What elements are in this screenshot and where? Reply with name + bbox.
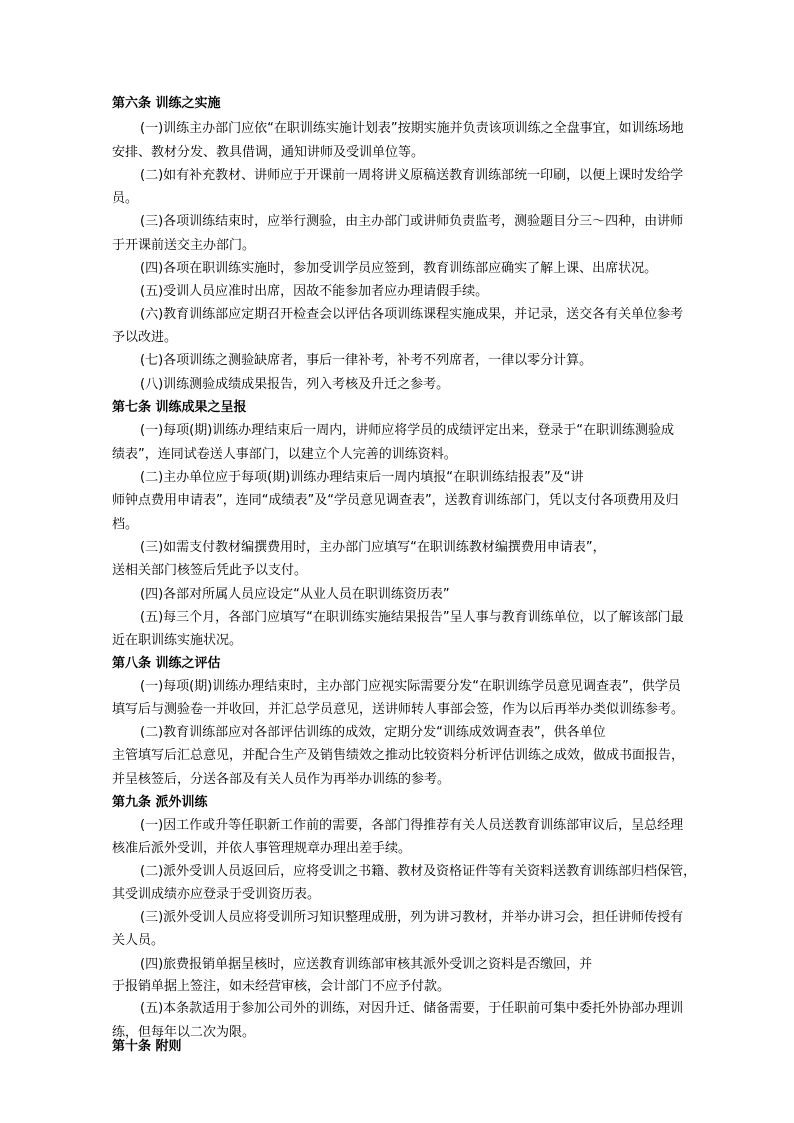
paragraph-line: 其受训成绩亦应登录于受训资历表。 (112, 887, 321, 902)
paragraph-line: 填写后与测验卷一并收回，并汇总学员意见，送讲师转人事部会签，作为以后再举办类似训练参考。 (112, 702, 685, 717)
paragraph-line: 近在职训练实施状况。 (112, 633, 243, 648)
paragraph-line: (二)教育训练部应对各部评估训练的成效，定期分发“训练成效调查表”，供各单位 (140, 725, 606, 740)
section-heading: 第九条 派外训练 (112, 795, 208, 810)
paragraph-line: (七)各项训练之测验缺席者，事后一律补考，补考不列席者，一律以零分计算。 (140, 353, 593, 368)
section-heading: 第六条 训练之实施 (112, 96, 221, 111)
paragraph-line: (八)训练测验成绩成果报告，列入考核及升迁之参考。 (140, 377, 450, 392)
paragraph-line: (四)旅费报销单据呈核时，应送教育训练部审核其派外受训之资料是否缴回，并 (140, 957, 593, 972)
paragraph-line: 主管填写后汇总意见，并配合生产及销售绩效之推动比较资料分析评估训练之成效，做成书面报告， (112, 748, 685, 763)
paragraph-line: (四)各项在职训练实施时，参加受训学员应签到，教育训练部应确实了解上课、出席状况。 (140, 261, 658, 276)
paragraph-line: (四)各部对所属人员应设定“从业人员在职训练资历表” (140, 587, 450, 602)
paragraph-line: (三)如需支付教材编撰费用时，主办部门应填写“在职训练教材编撰费用申请表”， (140, 540, 606, 555)
section-heading: 第十条 附则 (112, 1039, 182, 1054)
paragraph-line: (五)每三个月，各部门应填写“在职训练实施结果报告”呈人事与教育训练单位，以了解该部门最 (140, 610, 684, 625)
paragraph-line: (三)各项训练结束时，应举行测验，由主办部门或讲师负责监考，测验题目分三～四种，由讲师 (140, 214, 684, 229)
paragraph-line: 予以改进。 (112, 330, 178, 345)
paragraph-line: 送相关部门核签后凭此予以支付。 (112, 563, 308, 578)
section-heading: 第八条 训练之评估 (112, 656, 221, 671)
paragraph-line: 关人员。 (112, 933, 165, 948)
paragraph-line: (五)本条款适用于参加公司外的训练，对因升迁、储备需要，于任职前可集中委托外协部办理训 (140, 1001, 684, 1016)
paragraph-line: 于报销单据上签注，如未经营审核，会计部门不应予付款。 (112, 979, 451, 994)
paragraph-line: 员。 (112, 191, 139, 206)
paragraph-line: 于开课前送交主办部门。 (112, 238, 256, 253)
paragraph-line: 绩表”，连同试卷送人事部门，以建立个人完善的训练资料。 (112, 447, 457, 462)
paragraph-line: (五)受训人员应准时出席，因故不能参加者应办理请假手续。 (140, 284, 489, 299)
paragraph-line: (一)每项(期)训练办理结束时，主办部门应视实际需要分发“在职训练学员意见调查表”，供学员 (140, 679, 681, 694)
paragraph-line: (二)派外受训人员返回后，应将受训之书籍、教材及资格证件等有关资料送教育训练部归档保管， (140, 864, 697, 879)
paragraph-line: 并呈核签后，分送各部及有关人员作为再举办训练的参考。 (112, 772, 451, 787)
paragraph-line: 安排、教材分发、教具借调，通知讲师及受训单位等。 (112, 145, 425, 160)
section-heading: 第七条 训练成果之呈报 (112, 400, 247, 415)
paragraph-line: 核准后派外受训，并依人事管理规章办理出差手续。 (112, 841, 412, 856)
paragraph-line: (一)因工作或升等任职新工作前的需要，各部门得推荐有关人员送教育训练部审议后，呈总经理 (140, 818, 684, 833)
paragraph-line: 练，但每年以二次为限。 (112, 1025, 256, 1040)
paragraph-line: (一)每项(期)训练办理结束后一周内，讲师应将学员的成绩评定出来，登录于“在职训练测验成 (140, 423, 675, 438)
paragraph-line: (二)如有补充教材、讲师应于开课前一周将讲义原稿送教育训练部统一印刷，以便上课时发给学 (140, 168, 684, 183)
paragraph-line: (一)训练主办部门应依“在职训练实施计划表”按期实施并负责该项训练之全盘事宜，如训练场地 (140, 121, 684, 136)
paragraph-line: (六)教育训练部应定期召开检查会以评估各项训练课程实施成果，并记录，送交各有关单位参考 (140, 307, 684, 322)
paragraph-line: 档。 (112, 517, 139, 532)
paragraph-line: (三)派外受训人员应将受训所习知识整理成册，列为讲习教材，并举办讲习会，担任讲师传授有 (140, 910, 684, 925)
paragraph-line: (二)主办单位应于每项(期)训练办理结束后一周内填报“在职训练结报表”及“讲 (140, 470, 584, 485)
paragraph-line: 师钟点费用申请表”，连同“成绩表”及“学员意见调查表”，送教育训练部门，凭以支付各项费用及归 (112, 493, 679, 508)
